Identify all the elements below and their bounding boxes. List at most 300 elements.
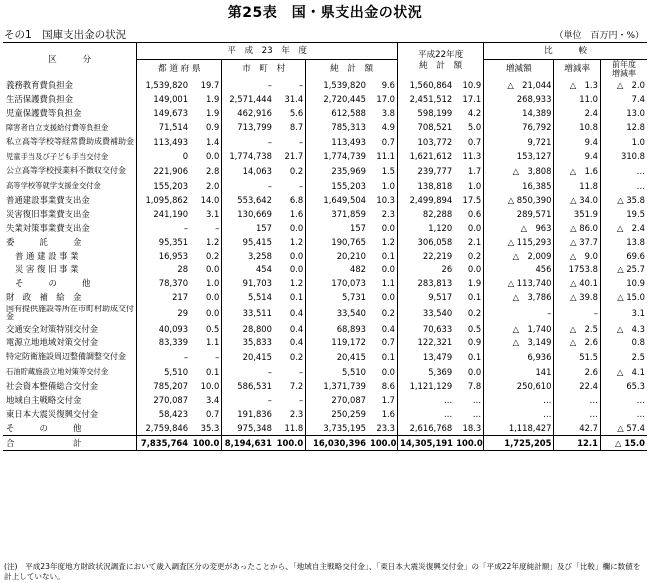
table-row: [3, 120, 647, 134]
table-cell: 5.0: [467, 121, 482, 132]
table-subtitle: その1 国庫支出金の状況: [4, 29, 127, 41]
table-row: [3, 164, 647, 180]
row-label: 地域自主戦略交付金: [6, 394, 82, 405]
table-cell: △ 39.8: [554, 291, 600, 305]
row-label: 災害復旧事業費支出金: [6, 208, 90, 219]
table-cell: –: [137, 221, 190, 235]
table-row: [3, 179, 647, 193]
table-cell: 9.4: [554, 134, 600, 150]
table-cell: 2,499,894: [398, 193, 455, 207]
row-label: 社会資本整備総合交付金: [6, 380, 99, 391]
table-cell: 95,415: [222, 235, 274, 249]
table-cell: △ 2,009: [484, 249, 554, 263]
table-cell: 482: [306, 263, 368, 277]
table-cell: 0.6: [467, 208, 482, 219]
table-cell: 1.4: [205, 136, 220, 147]
table-cell: 1.1: [381, 278, 396, 289]
table-cell: 19.7: [200, 80, 220, 91]
table-cell: 3.1: [600, 305, 647, 322]
table-cell: –: [222, 179, 274, 193]
header-h23: 平 成 23 年 度: [137, 43, 398, 60]
table-cell: △ 34.0: [554, 193, 600, 207]
table-cell: 17.1: [462, 94, 482, 105]
table-cell: …: [554, 393, 600, 407]
table-cell: 113,493: [137, 134, 190, 150]
row-label: 委 託 金: [6, 236, 82, 247]
table-row: [3, 393, 647, 407]
table-cell: 170,073: [306, 277, 368, 291]
table-cell: 0.4: [289, 337, 304, 348]
table-cell: 713,799: [222, 120, 274, 134]
table-cell: 1.0: [381, 180, 396, 191]
table-cell: 2,720,445: [306, 92, 368, 106]
table-cell: 270,087: [306, 393, 368, 407]
table-cell: △ 1.6: [554, 164, 600, 180]
table-cell: 0.9: [205, 121, 220, 132]
table-cell: 2,616,768: [398, 421, 455, 435]
row-label: 財 政 補 給 金: [6, 292, 82, 303]
table-cell: 14.0: [200, 194, 220, 205]
table-row: [3, 263, 647, 277]
table-cell: 4.9: [381, 121, 396, 132]
table-cell: 3.4: [205, 394, 220, 405]
table-cell: 1.9: [467, 278, 482, 289]
table-cell: 5.6: [289, 108, 304, 119]
table-cell: 1.0: [205, 278, 220, 289]
table-cell: 250,610: [484, 379, 554, 393]
table-row: [3, 365, 647, 379]
table-cell: 1.6: [289, 208, 304, 219]
table-cell: 78,370: [137, 277, 190, 291]
table-cell: 2.1: [467, 236, 482, 247]
table-cell: –: [298, 394, 304, 405]
header-zougenritsu: 増減率: [554, 60, 600, 79]
unit-label: （単位 百万円・%）: [554, 31, 644, 41]
table-cell: 58,423: [137, 407, 190, 421]
header-kubun: 区 分: [3, 43, 137, 79]
header-todofuken: 都 道 府 県: [137, 60, 222, 79]
table-cell: 13.0: [600, 106, 647, 120]
row-label: そ の 他: [6, 422, 82, 433]
table-cell: 1,095,862: [137, 193, 190, 207]
table-cell: 95,351: [137, 235, 190, 249]
table-cell: 83,339: [137, 336, 190, 350]
table-cell: 454: [222, 263, 274, 277]
table-cell: 2.5: [600, 350, 647, 366]
table-cell: 10.9: [600, 277, 647, 291]
table-cell: 612,588: [306, 106, 368, 120]
table-cell: 10.9: [462, 80, 482, 91]
table-cell: 11.8: [284, 422, 304, 433]
table-cell: 70,633: [398, 322, 455, 336]
table-cell: 21.7: [284, 151, 304, 162]
national-subsidy-table: [3, 42, 647, 451]
row-label: 普 通 建 設 事 業: [15, 250, 79, 261]
table-cell: 71,514: [137, 120, 190, 134]
table-cell: 250,259: [306, 407, 368, 421]
table-cell: –: [298, 366, 304, 377]
table-row: [3, 106, 647, 120]
table-cell: 1.2: [205, 236, 220, 247]
table-cell: 0.0: [381, 264, 396, 275]
table-cell: 0.2: [205, 250, 220, 261]
table-row: [3, 221, 647, 235]
table-cell: 0.4: [289, 323, 304, 334]
table-cell: 5,369: [398, 365, 455, 379]
table-cell: 2.0: [205, 180, 220, 191]
header-shichoson: 市 町 村: [222, 60, 306, 79]
table-cell: △ 4.3: [600, 322, 647, 336]
table-cell: 351.9: [554, 207, 600, 221]
table-cell: 1.2: [289, 236, 304, 247]
table-cell: 241,190: [137, 207, 190, 221]
table-row: [3, 379, 647, 393]
table-cell: 82,288: [398, 207, 455, 221]
table-cell: …: [398, 393, 455, 407]
table-cell: △ 3,786: [484, 291, 554, 305]
table-cell: 1.9: [205, 108, 220, 119]
total-cell: 14,305,191: [398, 435, 455, 450]
table-cell: 1,539,820: [306, 78, 368, 92]
table-cell: 7.2: [289, 380, 304, 391]
table-cell: 0.0: [289, 222, 304, 233]
table-cell: 51.5: [554, 350, 600, 366]
table-row: [3, 421, 647, 435]
table-cell: 31.4: [284, 94, 304, 105]
table-cell: –: [298, 136, 304, 147]
table-cell: …: [484, 407, 554, 421]
table-row: [3, 350, 647, 366]
table-cell: 0.4: [289, 307, 304, 318]
total-cell: 100.0: [190, 435, 222, 450]
table-cell: 0.1: [381, 352, 396, 363]
table-cell: 7.4: [600, 92, 647, 106]
table-cell: 16,385: [484, 179, 554, 193]
header-hikaku: 比 較: [484, 43, 647, 60]
table-cell: 975,348: [222, 421, 274, 435]
table-cell: 9,721: [484, 134, 554, 150]
table-cell: …: [600, 393, 647, 407]
table-cell: 28: [137, 263, 190, 277]
row-label: 障害者自立支援給付費等負担金: [6, 122, 109, 132]
table-cell: 1,120: [398, 221, 455, 235]
page-title: 第25表 国・県支出金の状況: [227, 5, 423, 21]
row-label: 災 害 復 旧 事 業: [15, 264, 79, 275]
header-junkei: 純 計 額: [306, 60, 398, 79]
table-cell: 23.3: [376, 422, 396, 433]
table-cell: 8.6: [381, 380, 396, 391]
table-cell: 0.1: [289, 292, 304, 303]
table-cell: …: [472, 394, 482, 405]
table-cell: 9,517: [398, 291, 455, 305]
table-cell: 310.8: [600, 150, 647, 164]
table-cell: △ 35.8: [600, 193, 647, 207]
table-cell: 4.2: [467, 108, 482, 119]
table-cell: 1.7: [467, 166, 482, 177]
table-cell: 6.8: [289, 194, 304, 205]
total-cell: 7,835,764: [137, 435, 190, 450]
row-label: 普通建設事業費支出金: [6, 194, 90, 205]
table-cell: –: [554, 305, 600, 322]
table-cell: 785,313: [306, 120, 368, 134]
table-cell: 2,571,444: [222, 92, 274, 106]
table-cell: 65.3: [600, 379, 647, 393]
table-cell: 122,321: [398, 336, 455, 350]
table-cell: 5,731: [306, 291, 368, 305]
table-cell: –: [215, 352, 220, 363]
table-cell: 1,118,427: [484, 421, 554, 435]
table-cell: 33,540: [398, 305, 455, 322]
table-cell: 456: [484, 263, 554, 277]
table-cell: 14,389: [484, 106, 554, 120]
table-cell: △ 3,808: [484, 164, 554, 180]
table-cell: 0.0: [289, 250, 304, 261]
row-label: 交通安全対策特別交付金: [6, 323, 99, 334]
row-label: 東日本大震災復興交付金: [6, 408, 99, 419]
table-row: [3, 249, 647, 263]
table-cell: …: [484, 393, 554, 407]
table-cell: 2,759,846: [137, 421, 190, 435]
table-cell: △ 9.0: [554, 249, 600, 263]
table-cell: …: [600, 179, 647, 193]
table-cell: 91,703: [222, 277, 274, 291]
table-cell: 1.2: [381, 236, 396, 247]
table-cell: 0.1: [467, 292, 482, 303]
table-cell: △ 86.0: [554, 221, 600, 235]
table-cell: 1.7: [381, 394, 396, 405]
table-cell: 119,172: [306, 336, 368, 350]
table-cell: 0.2: [381, 307, 396, 318]
table-cell: 9.4: [554, 150, 600, 164]
table-cell: 1,560,864: [398, 78, 455, 92]
table-cell: 13,479: [398, 350, 455, 366]
table-row: [3, 78, 647, 92]
table-cell: △ 3,149: [484, 336, 554, 350]
table-row: [3, 235, 647, 249]
table-cell: 10.0: [200, 380, 220, 391]
table-cell: 11.0: [554, 92, 600, 106]
table-cell: 0.1: [205, 366, 220, 377]
table-cell: 155,203: [137, 179, 190, 193]
table-cell: △ 850,390: [484, 193, 554, 207]
table-cell: 0.0: [467, 222, 482, 233]
table-cell: 40,093: [137, 322, 190, 336]
table-cell: 42.7: [554, 421, 600, 435]
table-cell: 1.5: [381, 166, 396, 177]
table-cell: –: [215, 222, 220, 233]
table-cell: 0: [137, 150, 190, 164]
table-cell: 553,642: [222, 193, 274, 207]
table-cell: △ 963: [484, 221, 554, 235]
table-cell: 14,063: [222, 164, 274, 180]
table-cell: 0.0: [381, 222, 396, 233]
footnote: (注) 平成23年度地方財政状況調査において歳入調査区分の変更があったことから、「地域自主戦略交付金」、「東日本大震災復興交付金」の「平成22年度純計額」及び「比較」欄に数値を計上していない。: [4, 562, 641, 581]
table-cell: 235,969: [306, 164, 368, 180]
table-cell: 0.7: [205, 408, 220, 419]
table-cell: 16,953: [137, 249, 190, 263]
table-row: [3, 305, 647, 322]
total-cell: 1,725,205: [484, 435, 554, 450]
header-h22: 平成22年度 純 計 額: [398, 43, 484, 79]
table-cell: 33,540: [306, 305, 368, 322]
table-cell: 3.1: [205, 208, 220, 219]
row-label: 児童手当及び子ども手当交付金: [6, 151, 109, 161]
table-cell: 1,539,820: [137, 78, 190, 92]
table-cell: 191,836: [222, 407, 274, 421]
table-cell: 1,649,504: [306, 193, 368, 207]
table-cell: 35,833: [222, 336, 274, 350]
table-cell: 0.2: [289, 166, 304, 177]
total-cell: 100.0: [454, 435, 483, 450]
table-cell: 1.2: [289, 278, 304, 289]
table-cell: 68,893: [306, 322, 368, 336]
table-cell: 11.8: [554, 179, 600, 193]
table-cell: 6,936: [484, 350, 554, 366]
table-cell: 153,127: [484, 150, 554, 164]
table-cell: 598,199: [398, 106, 455, 120]
table-cell: 0.0: [467, 366, 482, 377]
table-cell: 5,510: [137, 365, 190, 379]
table-cell: 157: [306, 221, 368, 235]
table-cell: 22.4: [554, 379, 600, 393]
row-label: 児童保護費等負担金: [6, 108, 82, 119]
table-cell: 1.0: [467, 180, 482, 191]
row-label: 高等学校等就学支援金交付金: [6, 181, 101, 191]
table-cell: –: [222, 134, 274, 150]
table-cell: –: [222, 78, 274, 92]
table-cell: …: [600, 164, 647, 180]
table-cell: 141: [484, 365, 554, 379]
row-label: 石油貯蔵施設立地対策等交付金: [6, 367, 109, 377]
total-cell: △ 15.0: [600, 435, 647, 450]
table-cell: 2.3: [381, 208, 396, 219]
table-cell: –: [484, 305, 554, 322]
total-cell: 100.0: [368, 435, 398, 450]
table-cell: –: [222, 393, 274, 407]
table-cell: 149,001: [137, 92, 190, 106]
table-cell: 149,673: [137, 106, 190, 120]
total-cell: 100.0: [274, 435, 306, 450]
table-cell: 8.7: [289, 121, 304, 132]
table-cell: 0.1: [381, 250, 396, 261]
table-cell: 221,906: [137, 164, 190, 180]
table-cell: 371,859: [306, 207, 368, 221]
table-cell: 289,571: [484, 207, 554, 221]
header-zougengaku: 増減額: [484, 60, 554, 79]
table-cell: 10.3: [376, 194, 396, 205]
table-cell: 586,531: [222, 379, 274, 393]
table-cell: 0.2: [289, 352, 304, 363]
table-cell: 28,800: [222, 322, 274, 336]
table-cell: 0.7: [467, 136, 482, 147]
table-cell: △ 1.3: [554, 78, 600, 92]
table-cell: 26: [398, 263, 455, 277]
table-cell: 157: [222, 221, 274, 235]
table-cell: 217: [137, 291, 190, 305]
table-cell: 0.2: [467, 307, 482, 318]
table-cell: 0.0: [205, 292, 220, 303]
table-cell: 1.6: [381, 408, 396, 419]
table-cell: 3,258: [222, 249, 274, 263]
table-cell: 0.9: [467, 337, 482, 348]
table-cell: –: [137, 350, 190, 366]
table-cell: 3.8: [381, 108, 396, 119]
table-cell: 29: [137, 305, 190, 322]
table-cell: △ 115,293: [484, 235, 554, 249]
table-cell: 69.6: [600, 249, 647, 263]
table-cell: 0.7: [381, 136, 396, 147]
table-cell: △ 37.7: [554, 235, 600, 249]
table-cell: 5,514: [222, 291, 274, 305]
table-cell: 19.5: [600, 207, 647, 221]
row-label: 電源立地地域対策交付金: [6, 337, 99, 348]
table-cell: 0.1: [467, 352, 482, 363]
table-cell: 0.4: [381, 323, 396, 334]
table-row: [3, 291, 647, 305]
table-cell: 113,493: [306, 134, 368, 150]
table-cell: 2.8: [205, 166, 220, 177]
table-cell: 306,058: [398, 235, 455, 249]
table-cell: …: [472, 408, 482, 419]
table-cell: 0.7: [381, 337, 396, 348]
table-row: [3, 92, 647, 106]
table-row: [3, 322, 647, 336]
table-cell: △ 57.4: [600, 421, 647, 435]
table-cell: 3,735,195: [306, 421, 368, 435]
table-cell: 155,203: [306, 179, 368, 193]
table-cell: △ 25.7: [600, 263, 647, 277]
table-cell: 12.8: [600, 120, 647, 134]
table-cell: 785,207: [137, 379, 190, 393]
row-label: 義務教育費負担金: [6, 80, 73, 91]
table-cell: △ 40.1: [554, 277, 600, 291]
table-cell: 2.4: [554, 106, 600, 120]
row-label: 国有提供施設等所在市町村助成交付金: [6, 304, 134, 322]
table-cell: △ 113,740: [484, 277, 554, 291]
table-cell: 1,371,739: [306, 379, 368, 393]
table-cell: 1,621,612: [398, 150, 455, 164]
table-cell: 10.8: [554, 120, 600, 134]
table-cell: 20,415: [222, 350, 274, 366]
table-row: [3, 150, 647, 164]
table-cell: △ 4.1: [600, 365, 647, 379]
total-cell: 16,030,396: [306, 435, 368, 450]
table-cell: △ 21,044: [484, 78, 554, 92]
table-row: [3, 277, 647, 291]
row-label: そ の 他: [15, 278, 91, 289]
table-cell: △ 15.0: [600, 291, 647, 305]
table-cell: 20,210: [306, 249, 368, 263]
row-label: 私立高等学校等経常費助成費補助金: [6, 136, 134, 146]
table-cell: 462,916: [222, 106, 274, 120]
total-cell: 12.1: [554, 435, 600, 450]
table-row: [3, 207, 647, 221]
table-cell: 130,669: [222, 207, 274, 221]
table-cell: 17.0: [376, 94, 396, 105]
table-cell: 0.5: [467, 323, 482, 334]
table-cell: 190,765: [306, 235, 368, 249]
table-cell: 283,813: [398, 277, 455, 291]
row-label: 公立高等学校授業料不徴収交付金: [6, 166, 126, 175]
table-body: [3, 78, 647, 435]
table-cell: 1.9: [205, 94, 220, 105]
table-cell: 1753.8: [554, 263, 600, 277]
table-cell: 138,818: [398, 179, 455, 193]
table-cell: △ 2.6: [554, 336, 600, 350]
table-cell: –: [298, 80, 304, 91]
table-cell: 1,774,739: [306, 150, 368, 164]
total-row: [3, 435, 647, 450]
